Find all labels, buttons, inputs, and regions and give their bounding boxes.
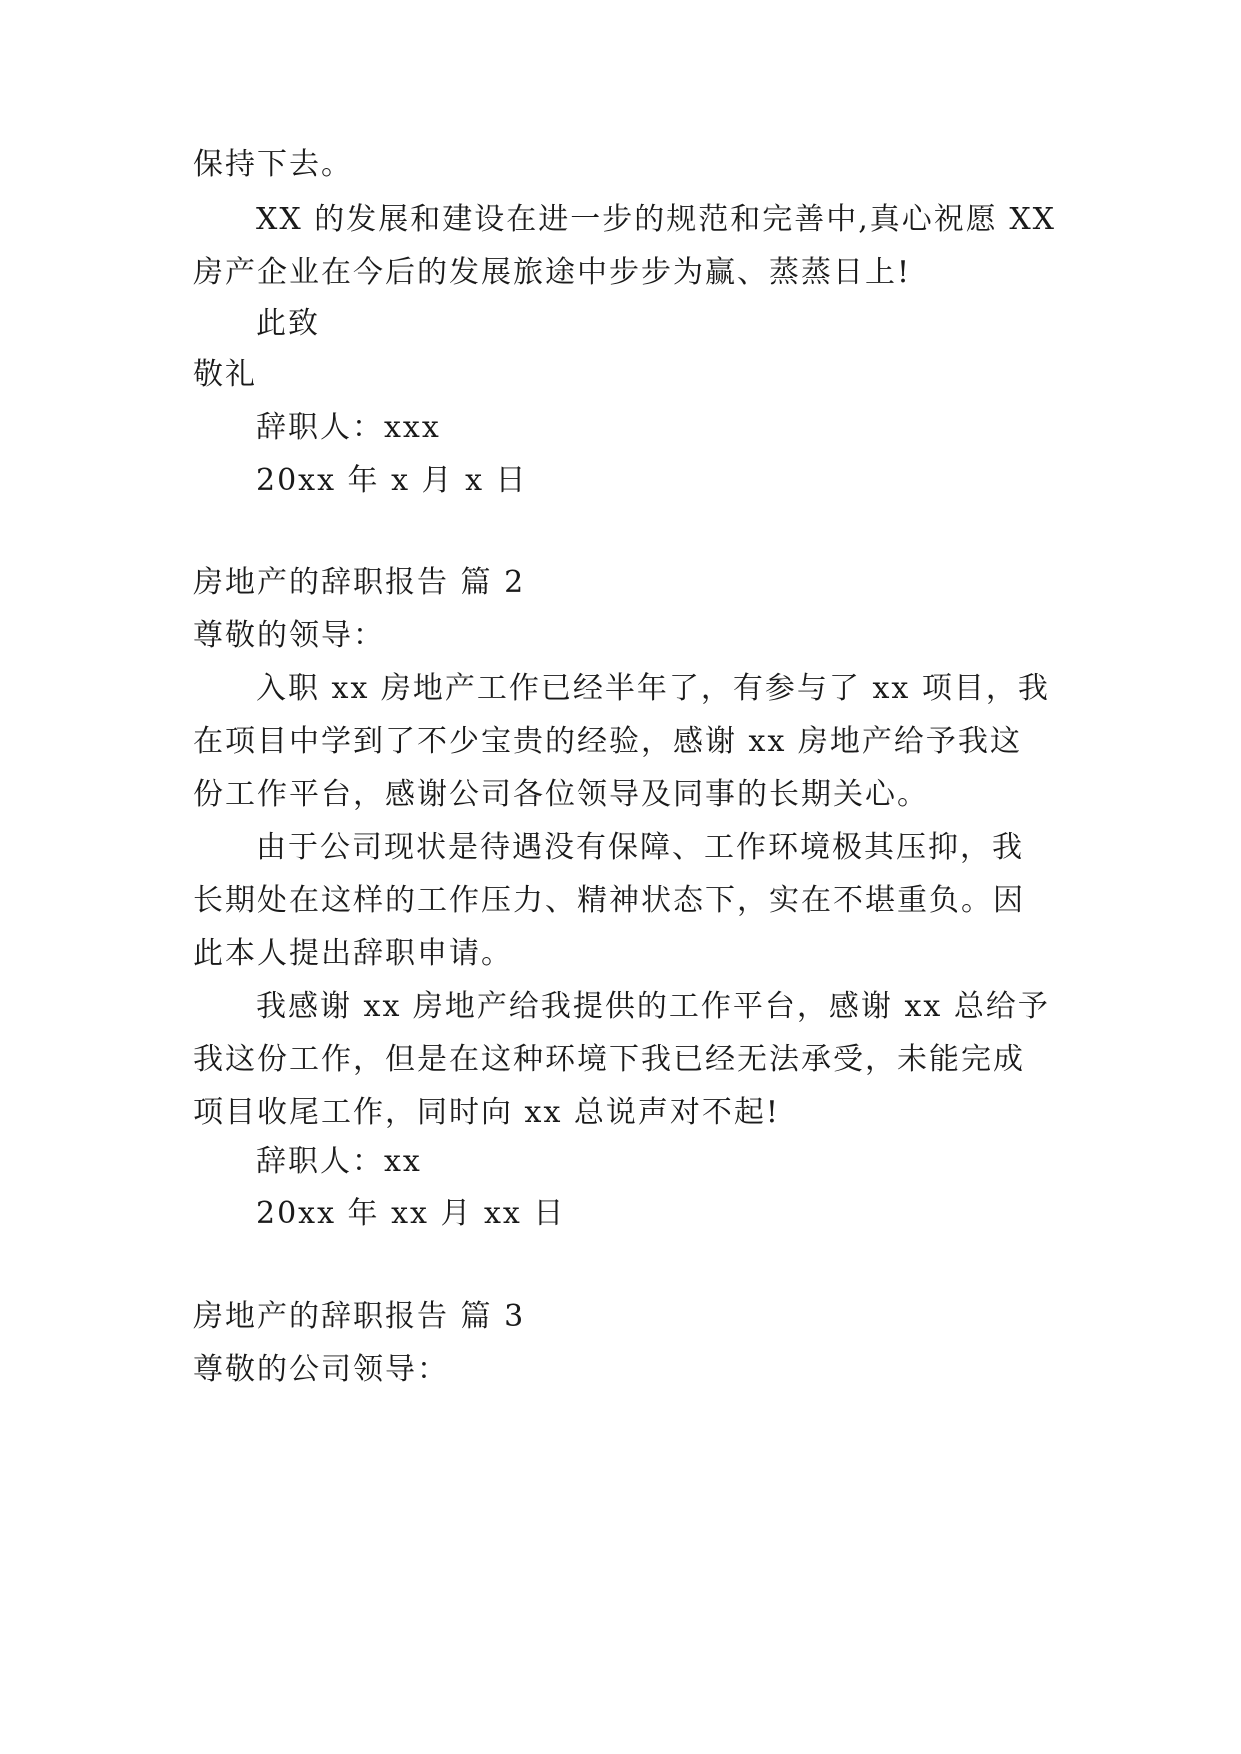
section-heading: 房地产的辞职报告 篇 3 [193, 1299, 526, 1334]
closing-line: 敬礼 [193, 357, 257, 392]
date-line: 20xx 年 x 月 x 日 [256, 463, 528, 498]
salutation: 尊敬的公司领导： [193, 1352, 449, 1387]
paragraph-line: 份工作平台，感谢公司各位领导及同事的长期关心。 [193, 777, 929, 812]
paragraph-line: 我这份工作，但是在这种环境下我已经无法承受，未能完成 [193, 1042, 1025, 1077]
salutation: 尊敬的领导： [193, 618, 385, 653]
signer-line: 辞职人：xx [256, 1144, 422, 1179]
paragraph-line: 入职 xx 房地产工作已经半年了，有参与了 xx 项目，我 [256, 671, 1050, 706]
signer-line: 辞职人：xxx [256, 410, 441, 445]
paragraph-line: 我感谢 xx 房地产给我提供的工作平台，感谢 xx 总给予 [256, 989, 1050, 1024]
closing-line: 此致 [256, 306, 320, 341]
paragraph-line: 项目收尾工作，同时向 xx 总说声对不起! [193, 1095, 780, 1130]
date-line: 20xx 年 xx 月 xx 日 [256, 1196, 566, 1231]
paragraph-line: 在项目中学到了不少宝贵的经验，感谢 xx 房地产给予我这 [193, 724, 1022, 759]
paragraph-line: 长期处在这样的工作压力、精神状态下，实在不堪重负。因 [193, 883, 1025, 918]
paragraph-line: 保持下去。 [193, 147, 353, 182]
paragraph-line: 由于公司现状是待遇没有保障、工作环境极其压抑，我 [256, 830, 1024, 865]
section-heading: 房地产的辞职报告 篇 2 [193, 565, 526, 600]
paragraph-line: 房产企业在今后的发展旅途中步步为赢、蒸蒸日上! [193, 255, 912, 290]
paragraph-line: XX 的发展和建设在进一步的规范和完善中,真心祝愿 XX [256, 202, 1057, 237]
paragraph-line: 此本人提出辞职申请。 [193, 936, 513, 971]
